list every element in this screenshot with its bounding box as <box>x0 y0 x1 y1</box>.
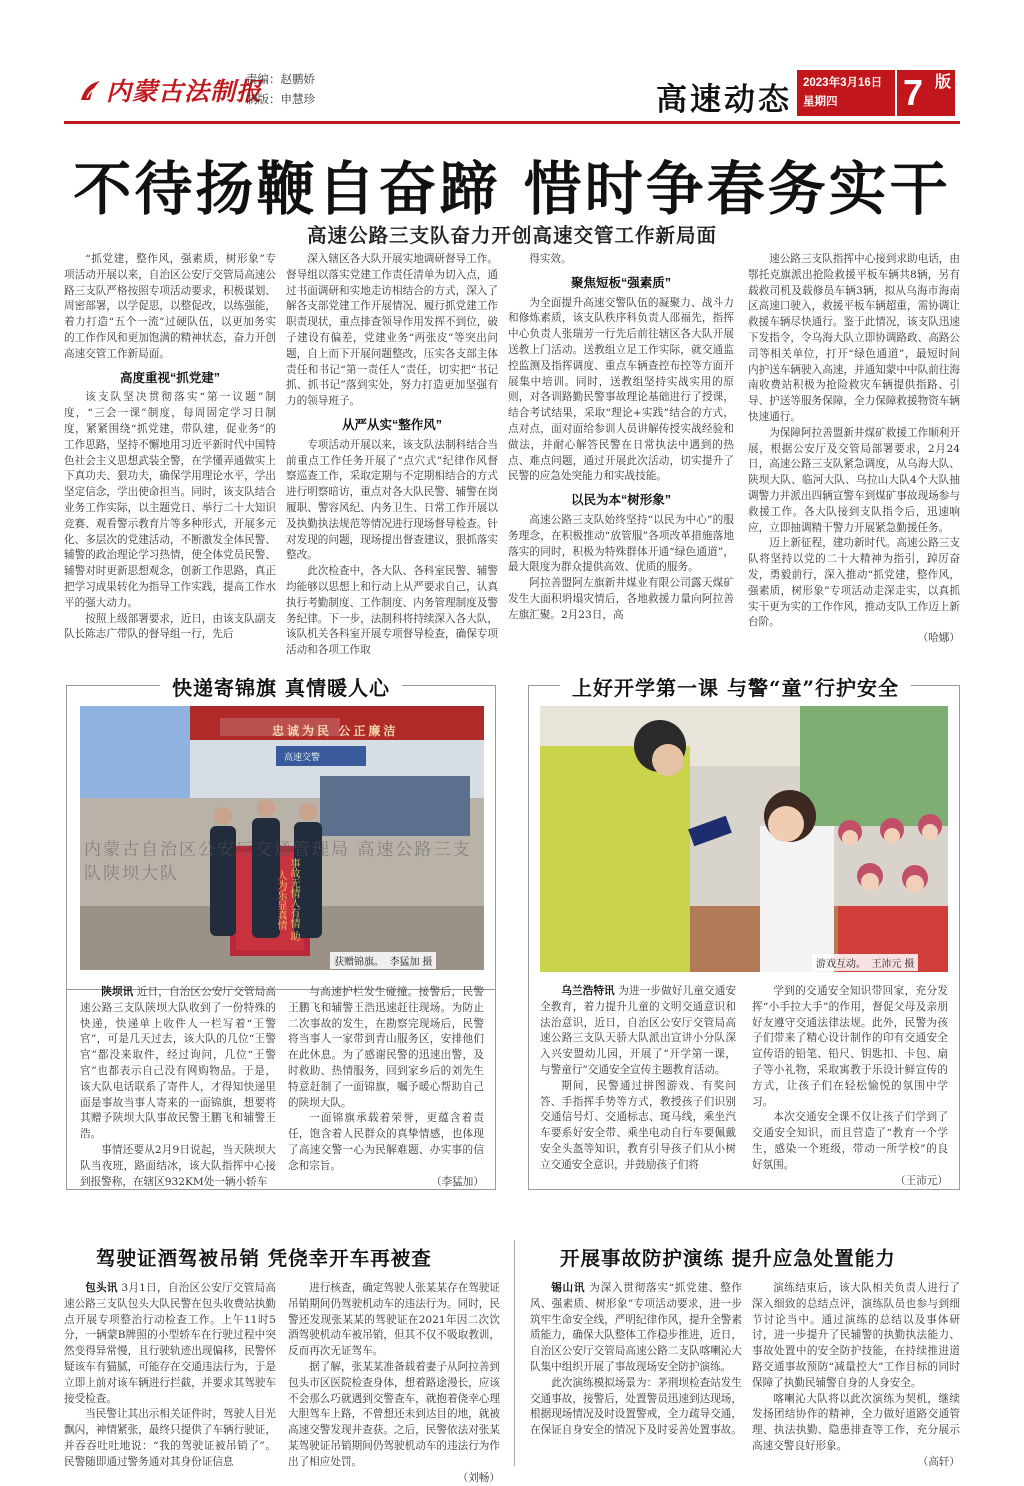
bottom-right-paragraph: 此次演练模拟场景为：茅荆坝检查站发生交通事故，接警后，处置警员迅速到达现场，根据现场情况及时设置警戒，全力疏导交通，在保证自身安全的情况下及时妥善处置事故。 <box>530 1376 742 1437</box>
lead-paragraph: 为保障阿拉善盟新井煤矿救援工作顺利开展，根据公安厅及交管局部署要求，2月24日，高速公路三支队紧急调度，从乌海大队、陕坝大队、临河大队、乌拉山大队4个大队抽调警力并派出四辆宣警车到煤矿事故现场参与救援工作。各大队接到支队指令后，迅速响应，立即抽调精干警力开展紧急勤援任务。 <box>748 426 960 534</box>
lead-column-4 <box>748 252 960 644</box>
bottom-right-title: 开展事故防护演练 提升应急处置能力 <box>560 1247 896 1270</box>
photo-caption-text: 游戏互动。 <box>816 959 866 970</box>
page-number-box <box>897 70 955 116</box>
column-separator <box>514 1240 515 1466</box>
bottom-right-text: 为深入贯彻落实“抓党建、整作风、强素质、树形象”专项活动要求，进一步筑牢生命安全线，严明纪律作风，提升全警素质能力，确保大队整体工作稳步推进，近日，自治区公安厅交管局高速公路二支队喀喇沁大队集中组织开展了事故现场安全防护演练。 <box>530 1282 743 1373</box>
left-story-title: 快递寄锦旗 真情暖人心 <box>160 672 402 701</box>
classroom-photo <box>540 706 948 972</box>
bottom-right-col2 <box>752 1281 960 1467</box>
bottom-left-title: 驾驶证酒驾被吊销 凭侥幸开车再被查 <box>96 1247 432 1270</box>
lead-subheading-2: 从严从实“整作风” <box>341 417 442 432</box>
logo-text: 内蒙古法制报 <box>106 77 263 106</box>
editor-credits <box>246 70 315 110</box>
logo-emblem-icon <box>78 78 104 104</box>
right-story-paragraph: 学到的交通安全知识带回家，充分发挥“小手拉大手”的作用，督促父母及亲朋好友遵守交通法律法规。此外，民警为孩子们带来了精心设计制作的印有交通安全宣传语的铅笔、铅尺、钥匙扣、卡包、扇子等小礼物，采取寓教于乐设计鲜宣传的方式，让孩子们在轻松愉悦的氛围中学习。 <box>752 985 948 1108</box>
bottom-left-col2 <box>288 1281 500 1484</box>
right-story-col1 <box>540 984 736 1180</box>
right-story-paragraph: 期间，民警通过拼图游戏、有奖问答、手指挥手势等方式，教授孩子们识别交通信号灯、交通标志、斑马线，乘坐汽车要系好安全带、乘坐电动自行车要佩戴安全头盔等知识，教育引导孩子们从小树立交通安全意识，并鼓励孩子们将 <box>540 1079 736 1171</box>
lead-column-1 <box>64 252 276 644</box>
photo-sign: 高速交警 <box>284 752 321 762</box>
bottom-right-paragraph <box>530 1281 742 1376</box>
lead-paragraph: 深入辖区各大队开展实地调研督导工作。督导组以落实党建工作责任清单为切入点，通过书面调研和实地走访相结合的方式，深入了解各支部党建工作开展情况、履行抓党建工作职责现状，重点排查领导作用发挥不到位，破子建设有偏差，党建业务“两张皮”等突出问题，自上而下开展问题整改，压实各支部主体责任和书记“第一责任人”责任，切实把“书记抓、抓书记”落到实处，努力打造更加坚强有力的领导班子。 <box>286 253 498 408</box>
bottom-right-col1 <box>530 1281 742 1467</box>
left-story-text: 近日，自治区公安厅交管局高速公路三支队陕坝大队收到了一份特殊的快递，快递单上收件人一栏写着“王警官”，可是几天过去，该大队的几位“王警官”都没来取件，经过询问，几位“王警官”也都表示自己没有网购物品。于是，该大队电话联系了寄件人，才得知快递里面是事故当事人寄来的一面锦旗，想要将其赠予陕坝大队事故民警王鹏飞和辅警王浩。 <box>80 986 277 1141</box>
bottom-right-paragraph: 喀喇沁大队将以此次演练为契机，继续发扬团结协作的精神，全力做好道路交通管理、执法执勤、隐患排查等工作，充分展示高速交警良好形象。 <box>752 1392 960 1452</box>
issue-weekday: 星期四 <box>803 96 838 108</box>
left-story-box-bottom <box>66 990 496 1190</box>
photo-caption <box>330 952 436 969</box>
section-title: 高速动态 <box>656 82 792 117</box>
date-box <box>797 70 895 116</box>
classroom-photo-image <box>540 706 948 972</box>
issue-date: 2023年3月16日 <box>803 77 883 89</box>
left-story-paragraph: 一面锦旗承载着荣誉，更蕴含着责任，饱含着人民群众的真挚情感，也体现了高速交警一心为民解难题、办实事的信念和宗旨。 <box>288 1112 484 1172</box>
lead-column-2 <box>286 252 498 657</box>
lead-column-3 <box>508 252 734 644</box>
left-story-signature: （李猛加） <box>431 1175 484 1188</box>
lead-paragraph: 得实效。 <box>529 253 572 265</box>
lead-paragraph: 阿拉善盟阿左旗新井煤业有限公司露天煤矿发生大面积坍塌灾情后，各地救援力量向阿拉善左旗汇聚。2月23日，高 <box>508 577 734 621</box>
photo-wall-text: 内蒙古自治区公安厅交通管理局 高速公路三支队陕坝大队 <box>84 840 472 884</box>
producer-name: 制版：申慧珍 <box>246 94 315 106</box>
lead-paragraph: 速公路三支队指挥中心接到求助电话，由鄂托克旗派出抢险救援平板车辆共8辆，另有载救司机及载修员车辆3辆，拟从乌海市海南区高速口驶入，救援平板车辆超重，需协调让救援车辆尽快通行。鉴于此情况，该支队迅速下发指令，令乌海大队立即协调路政、高路公司等相关单位，打开“绿色通道”，最短时间内护送车辆驶入高速，并通知蒙中中队前往海南收费站积极为抢险救灾车辆提供指路、引导、护送等服务保障，全力保障救援物资车辆快速通行。 <box>748 253 960 423</box>
lead-paragraph: 按照上级部署要求，近日，由该支队副支队长陈志广带队的督导组一行，先后 <box>64 612 276 641</box>
lead-paragraph: 为全面提升高速交警队伍的凝聚力、战斗力和修炼素质，该支队秩序科负责人邵福先，指挥中心负责人张瑞芳一行先后前往辖区各大队开展送教上门活动。送教组立足工作实际，就交通监控监测及指挥调度、重点车辆查控布控等方面开展集中培训。同时，送教组坚持实战实用的原则，对各训路勤民警事故理论基础进行了授课，结合考试结果，采取“理论+实践”结合的方式，点对点，面对面给参训人员讲解传授实战经验和做法，并耐心解答民警在日常执法中遇到的热点、难点问题，通过开展此次活动，切实提升了民警的应急处突能力和实战技能。 <box>508 296 734 483</box>
photo-banner: 忠诚为民 公正廉洁 <box>272 724 399 738</box>
page-suffix: 版 <box>935 74 952 91</box>
photo-credit: 王沛元 摄 <box>871 959 915 970</box>
dateline: 乌兰浩特讯 <box>561 985 615 997</box>
lead-intro: “抓党建，整作风，强素质，树形象”专项活动开展以来，自治区公安厅交管局高速公路三支队严格按照专项活动要求，积极谋划、周密部署，以学促思，以整促改，以练强能，着力打造“五个一流”过硬队伍，以更加务实的工作作风和更加饱满的精神状态，奋力开创高速交管工作新局面。 <box>64 253 276 360</box>
bottom-left-signature: （刘畅） <box>457 1471 500 1484</box>
bottom-left-paragraph: 进行核查，确定驾驶人张某某存在驾驶证吊销期间仍驾驶机动车的违法行为。同时，民警还发现张某某的驾驶证在2021年因二次饮酒驾驶机动车被吊销，但其不仅不吸取教训，反而再次无证驾车。 <box>288 1282 500 1358</box>
lead-subhead: 高速公路三支队奋力开创高速交管工作新局面 <box>306 225 717 247</box>
lead-paragraph: 专项活动开展以来，该支队法制科结合当前重点工作任务开展了“点穴式”纪律作风督察巡查工作，采取定期与不定期相结合的方式进行明察暗访，重点对各大队民警、辅警在岗履职、警容风纪、内务卫生、日常工作开展以及执勤执法规范等情况进行现场督导检查。针对发现的问题，现场提出督查建议，狠抓落实整改。 <box>286 438 498 562</box>
award-photo <box>80 706 484 970</box>
lead-paragraph: 高速公路三支队始终坚持“以民为中心”的服务理念，在积极推动“放管服”各项改革措施落地落实的同时，积极为特殊群体开通“绿色通道”，最大限度为群众提供高效、优质的服务。 <box>508 513 734 574</box>
dateline: 陕坝讯 <box>101 986 134 998</box>
dateline: 锡山讯 <box>551 1282 586 1294</box>
lead-paragraph: 此次检查中，各大队、各科室民警、辅警均能够以思想上和行动上从严要求自己，认真执行考勤制度、工作制度、内务管理制度及警务纪律。下一步，法制科将持续深入各大队，该队机关各科室开展专项督导检查，确保专项活动和各项工作取 <box>286 565 498 657</box>
page-number: 7 <box>903 72 924 113</box>
bottom-left-text: 3月1日，自治区公安厅交管局高速公路三支队包头大队民警在包头收费站执勤点开展专项整治行动检查工作。上午11时5分，一辆蒙B牌照的小型轿车在行驶过程中突然变得异常慢，且行驶轨迹出现偏移，民警怀疑该车有猫腻，可能存在交通违法行为，于是立即上前对该车辆进行拦截，并要求其驾驶车接受检查。 <box>64 1282 277 1405</box>
right-story-title: 上好开学第一课 与警“童”行护安全 <box>560 672 911 701</box>
photo-credit: 李猛加 摄 <box>389 957 433 968</box>
photo-caption-text: 获赠锦旗。 <box>334 957 384 968</box>
lead-subheading-1: 高度重视“抓党建” <box>119 370 220 385</box>
masthead-rule <box>64 121 960 124</box>
left-story-paragraph: 事情还要从2月9日说起，当天陕坝大队当夜班，路面结冰，该大队指挥中心接到报警称，在辖区932KM处一辆小轿车 <box>80 1143 276 1188</box>
lead-headline: 不待扬鞭自奋蹄 惜时争春务实干 <box>73 155 951 223</box>
bottom-left-col1 <box>64 1281 276 1467</box>
newspaper-logo <box>78 72 263 112</box>
right-story-text: 为进一步做好儿童交通安全教育，着力提升儿童的文明交通意识和法治意识，近日，自治区公安厅交管局高速公路三支队天骄大队派出宣讲小分队深入兴安盟幼儿园，开展了“开学第一课，与警童行”交通安全宣传主题教育活动。 <box>540 985 737 1076</box>
pennant-text: 事故无情人有情 助人为乐显真情 <box>275 858 299 942</box>
right-story-col2 <box>752 984 948 1187</box>
bottom-right-signature: （高轩） <box>917 1455 960 1468</box>
left-story-paragraph: 与高速护栏发生碰撞。接警后，民警王鹏飞和辅警王浩迅速赶往现场。为防止二次事故的发生，在勘察完现场后，民警将当事人一家带到青山服务区，安排他们在此休息。为了感谢民警的迅速出警，及时救助、热情服务，回到家乡后的刘先生特意赶制了一面锦旗，嘱予暖心帮助自己的陕坝大队。 <box>288 986 484 1109</box>
lead-paragraph: 迈上新征程，建功新时代。高速公路三支队将坚持以党的二十大精神为指引，踔厉奋发，勇毅前行，深入推动“抓党建，整作风，强素质，树形象”专项活动走深走实，以真抓实干更为实的工作作风，推动支队工作迈上新台阶。 <box>748 537 960 629</box>
bottom-left-paragraph: 据了解，张某某准备载着妻子从阿拉善到包头市区医院检查身体，想着路途漫长，应该不会那么巧就遇到交警查车，就抱着侥幸心理大胆驾车上路，不曾想还未到达目的地，就被高速交警发现并查获。之后，民警依法对张某某驾驶证吊销期间仍驾驶机动车的违法行为作出了相应处罚。 <box>288 1360 500 1468</box>
lead-signature: （哈娜） <box>917 632 960 645</box>
lead-subheading-3: 聚焦短板“强素质” <box>570 275 671 290</box>
bottom-right-paragraph: 演练结束后，该大队相关负责人进行了深入细致的总结点评，演练队员也参与到细节讨论当中。通过演练的总结以及事体研讨，进一步提升了民辅警的执勤执法能力、事故处置中的安全防护技能，在持续推进道路交通事故预防“减量控大”工作目标的同时保障了执勤民辅警自身的人身安全。 <box>752 1282 960 1389</box>
right-story-signature: （王沛元） <box>895 1174 948 1187</box>
dateline: 包头讯 <box>85 1282 118 1294</box>
editor-name: 责编：赵鹏娇 <box>246 74 315 86</box>
bottom-left-paragraph <box>64 1281 276 1407</box>
bottom-left-paragraph: 当民警让其出示相关证件时，驾驶人目光飘闪，神情紧张，最终只提供了车辆行驶证，并吞吞吐吐地说：“我的驾驶证被吊销了”。民警随即通过警务通对其身份证信息 <box>64 1408 276 1468</box>
photo-caption <box>812 954 918 971</box>
right-story-paragraph: 本次交通安全课不仅让孩子们学到了交通安全知识，而且营造了“教育一个学生，感染一个班级，带动一所学校”的良好氛围。 <box>752 1111 948 1171</box>
lead-subheading-4: 以民为本“树形象” <box>570 493 671 508</box>
lead-paragraph: 该支队坚决贯彻落实“第一议题”制度，“三会一课”制度，每周固定学习日制度，紧紧围绕“抓党建，带队建，促业务”的工作思路，坚持不懈地用习近平新时代中国特色社会主义思想武装全警，在学懂弄通做实上下真功夫、狠功夫，确保学用理论水平，学出坚定信念，学出使命担当。同时，该支队结合业务工作实际，以主题党日、举行二十大知识竞赛、观看警示教育片等多种形式，开展多元化、多层次的党建活动，不断激发全体民警、辅警的政治理论学习热情，使全体党员民警、辅警对时更新思想观念，创新工作思路，真正把学习成果转化为指导工作实践，提高工作水平的强大动力。 <box>64 391 276 609</box>
right-story-paragraph <box>540 984 736 1079</box>
